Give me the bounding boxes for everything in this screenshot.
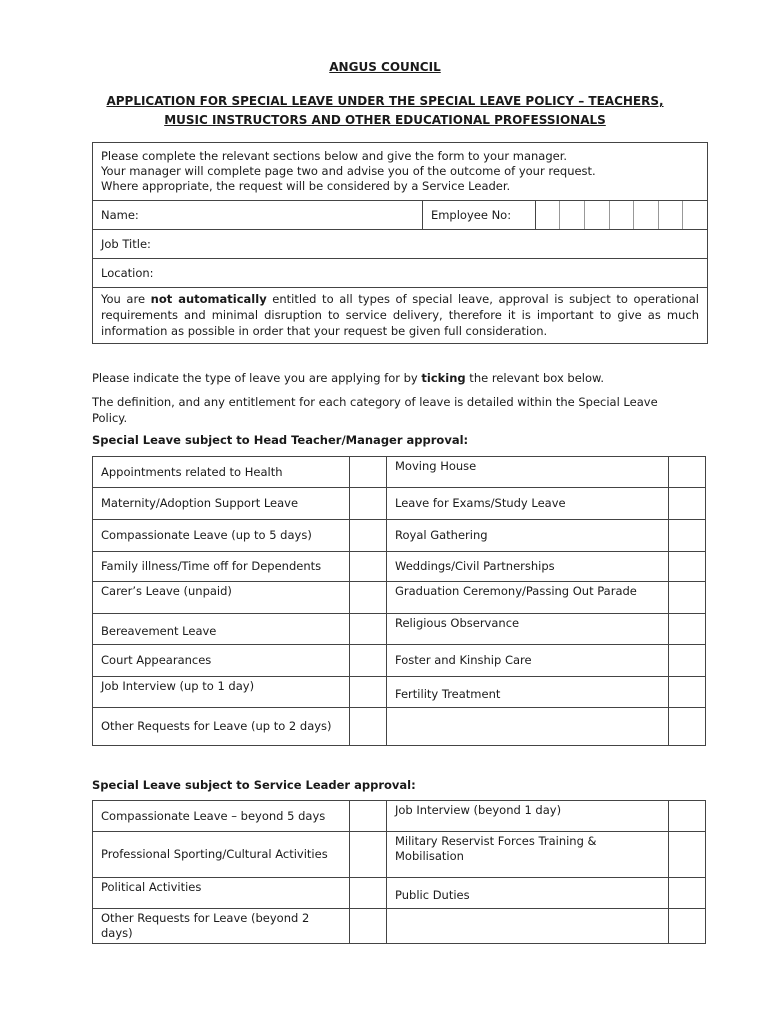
leave-type-label: Royal Gathering <box>387 520 669 552</box>
tick-box[interactable] <box>669 645 706 677</box>
leave-type-label: Foster and Kinship Care <box>387 645 669 677</box>
intro-line-1: Please complete the relevant sections below and give the form to your manager. <box>101 149 568 163</box>
tick-box[interactable] <box>669 520 706 552</box>
leave-type-label: Carer’s Leave (unpaid) <box>93 582 350 614</box>
employee-no-digit[interactable] <box>536 201 561 229</box>
leave-type-label: Job Interview (up to 1 day) <box>93 677 350 708</box>
tick-box[interactable] <box>669 677 706 708</box>
employee-no-digit[interactable] <box>610 201 635 229</box>
employee-no-digit[interactable] <box>659 201 684 229</box>
tick-box[interactable] <box>669 708 706 746</box>
leave-type-label: Job Interview (beyond 1 day) <box>387 801 669 832</box>
leave-type-label: Moving House <box>387 457 669 488</box>
leave-type-label: Bereavement Leave <box>93 614 350 645</box>
form-title <box>0 92 770 130</box>
tick-box[interactable] <box>350 582 387 614</box>
entitlement-notice <box>93 288 708 344</box>
location-label: Location: <box>101 266 154 280</box>
leave-type-label: Compassionate Leave (up to 5 days) <box>93 520 350 552</box>
leave-type-label: Military Reservist Forces Training & Mobilisation <box>387 832 669 878</box>
instruction-bold: ticking <box>421 371 466 385</box>
tick-box[interactable] <box>669 582 706 614</box>
leave-type-label: Appointments related to Health <box>93 457 350 488</box>
job-title-label: Job Title: <box>101 237 151 251</box>
tick-box[interactable] <box>350 457 387 488</box>
tick-box[interactable] <box>350 878 387 909</box>
leave-type-label: Weddings/Civil Partnerships <box>387 552 669 582</box>
instruction-text <box>92 370 670 386</box>
name-field[interactable] <box>93 201 423 230</box>
leave-type-label: Leave for Exams/Study Leave <box>387 488 669 520</box>
tick-box[interactable] <box>669 488 706 520</box>
notice-bold: not automatically <box>150 292 267 306</box>
leave-type-label: Court Appearances <box>93 645 350 677</box>
section1-heading: Special Leave subject to Head Teacher/Manager approval: <box>92 433 469 447</box>
leave-type-label <box>387 708 669 746</box>
tick-box[interactable] <box>350 909 387 944</box>
name-label: Name: <box>101 208 139 222</box>
form-title-line1: APPLICATION FOR SPECIAL LEAVE UNDER THE SPECIAL LEAVE POLICY – TEACHERS, <box>106 94 664 108</box>
employee-no-digit[interactable] <box>683 201 707 229</box>
leave-type-label: Other Requests for Leave (up to 2 days) <box>93 708 350 746</box>
leave-type-label: Maternity/Adoption Support Leave <box>93 488 350 520</box>
definition-text: The definition, and any entitlement for each category of leave is detailed within the Special Leave Policy. <box>92 395 658 425</box>
tick-box[interactable] <box>669 552 706 582</box>
leave-type-label: Compassionate Leave – beyond 5 days <box>93 801 350 832</box>
instruction-part-2: the relevant box below. <box>465 371 605 385</box>
notice-part-2: entitled to all types of special leave, approval is subject to operational requirements and minimal disruption to service delivery, therefore it is important to give as much information as possible in order that your request be given full consideration. <box>101 292 699 338</box>
employee-no-digit[interactable] <box>585 201 610 229</box>
tick-box[interactable] <box>669 878 706 909</box>
tick-box[interactable] <box>350 488 387 520</box>
employee-no-digit[interactable] <box>634 201 659 229</box>
tick-box[interactable] <box>350 677 387 708</box>
section1-leave-table <box>92 456 706 746</box>
tick-box[interactable] <box>350 708 387 746</box>
leave-type-label: Religious Observance <box>387 614 669 645</box>
notice-part-1: You are <box>101 292 151 306</box>
form-title-line2: MUSIC INSTRUCTORS AND OTHER EDUCATIONAL PROFESSIONALS <box>164 113 606 127</box>
leave-type-label: Graduation Ceremony/Passing Out Parade <box>387 582 669 614</box>
tick-box[interactable] <box>350 832 387 878</box>
tick-box[interactable] <box>669 909 706 944</box>
applicant-details-table <box>92 142 708 344</box>
tick-box[interactable] <box>669 457 706 488</box>
leave-type-label: Family illness/Time off for Dependents <box>93 552 350 582</box>
job-title-field[interactable] <box>93 230 708 259</box>
tick-box[interactable] <box>350 520 387 552</box>
leave-type-label: Political Activities <box>93 878 350 909</box>
employee-no-boxes[interactable] <box>535 201 707 230</box>
leave-type-label: Fertility Treatment <box>387 677 669 708</box>
leave-type-label: Other Requests for Leave (beyond 2 days) <box>93 909 350 944</box>
leave-type-label <box>387 909 669 944</box>
leave-type-label: Professional Sporting/Cultural Activities <box>93 832 350 878</box>
employee-no-label: Employee No: <box>422 201 535 230</box>
leave-type-label: Public Duties <box>387 878 669 909</box>
org-title: ANGUS COUNCIL <box>329 60 441 74</box>
tick-box[interactable] <box>350 552 387 582</box>
tick-box[interactable] <box>669 832 706 878</box>
tick-box[interactable] <box>350 645 387 677</box>
tick-box[interactable] <box>669 801 706 832</box>
intro-line-2: Your manager will complete page two and advise you of the outcome of your request. <box>101 164 596 178</box>
employee-no-digit[interactable] <box>560 201 585 229</box>
section2-heading: Special Leave subject to Service Leader approval: <box>92 778 416 792</box>
location-field[interactable] <box>93 259 708 288</box>
intro-text <box>93 143 708 201</box>
instruction-part-1: Please indicate the type of leave you are applying for by <box>92 371 422 385</box>
tick-box[interactable] <box>350 801 387 832</box>
tick-box[interactable] <box>669 614 706 645</box>
intro-line-3: Where appropriate, the request will be considered by a Service Leader. <box>101 179 511 193</box>
section2-leave-table <box>92 800 706 944</box>
tick-box[interactable] <box>350 614 387 645</box>
